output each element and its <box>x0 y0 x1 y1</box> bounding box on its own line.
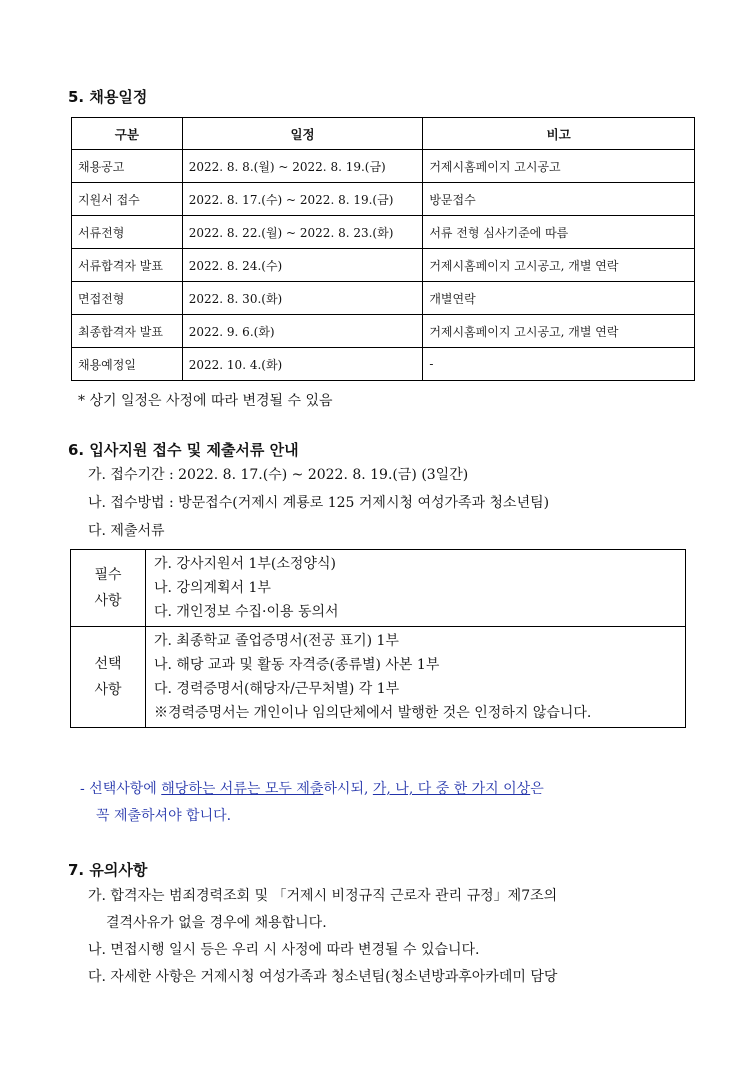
list-item: 다. 경력증명서(해당자/근무처별) 각 1부 <box>154 681 400 697</box>
schedule-footnote: * 상기 일정은 사정에 따라 변경될 수 있음 <box>78 393 333 409</box>
table-row <box>72 216 695 249</box>
list-item: 가. 강사지원서 1부(소정양식) <box>154 556 336 572</box>
required-row <box>71 550 686 627</box>
row-schedule: 2022. 8. 24.(수) <box>182 249 423 282</box>
required-label-line2: 사항 <box>94 593 122 609</box>
required-label <box>71 550 146 627</box>
row-schedule: 2022. 8. 30.(화) <box>182 282 423 315</box>
notice-part3: 은 <box>530 781 544 797</box>
optional-row <box>71 627 686 728</box>
row-category: 채용공고 <box>72 150 183 183</box>
row-note: - <box>423 348 695 381</box>
row-category: 서류전형 <box>72 216 183 249</box>
notice-part2: 하시되, <box>323 781 373 797</box>
header-schedule: 일정 <box>182 118 423 150</box>
optional-label <box>71 627 146 728</box>
row-schedule: 2022. 10. 4.(화) <box>182 348 423 381</box>
row-note: 거제시홈페이지 고시공고 <box>423 150 695 183</box>
list-item: 가. 최종학교 졸업증명서(전공 표기) 1부 <box>154 633 399 649</box>
schedule-table <box>71 117 695 381</box>
row-note: 방문접수 <box>423 183 695 216</box>
notice-underline1: 해당하는 서류는 모두 제출 <box>161 781 324 797</box>
row-category: 채용예정일 <box>72 348 183 381</box>
table-row <box>72 183 695 216</box>
table-row <box>72 282 695 315</box>
notice-part1: - 선택사항에 <box>80 781 162 797</box>
required-items <box>146 550 686 627</box>
row-schedule: 2022. 9. 6.(화) <box>182 315 423 348</box>
section6-title: 6. 입사지원 접수 및 제출서류 안내 <box>68 441 299 459</box>
optional-label-line1: 선택 <box>94 656 122 672</box>
list-item: 나. 강의계획서 1부 <box>154 580 271 596</box>
row-schedule: 2022. 8. 17.(수) ~ 2022. 8. 19.(금) <box>182 183 423 216</box>
table-row <box>72 150 695 183</box>
row-schedule: 2022. 8. 8.(월) ~ 2022. 8. 19.(금) <box>182 150 423 183</box>
documents-table <box>70 549 686 728</box>
schedule-header-row <box>72 118 695 150</box>
row-category: 지원서 접수 <box>72 183 183 216</box>
section7-title: 7. 유의사항 <box>68 861 148 879</box>
header-category: 구분 <box>72 118 183 150</box>
list-item: 나. 해당 교과 및 활동 자격증(종류별) 사본 1부 <box>154 657 440 673</box>
list-item: 다. 개인정보 수집·이용 동의서 <box>154 604 339 620</box>
documents-notice-line2: 꼭 제출하셔야 합니다. <box>96 808 232 824</box>
row-note: 서류 전형 심사기준에 따름 <box>423 216 695 249</box>
caution-item: 나. 면접시행 일시 등은 우리 시 사정에 따라 변경될 수 있습니다. <box>88 942 480 958</box>
row-category: 최종합격자 발표 <box>72 315 183 348</box>
optional-label-line2: 사항 <box>94 682 122 698</box>
section5-title: 5. 채용일정 <box>68 88 148 106</box>
row-schedule: 2022. 8. 22.(월) ~ 2022. 8. 23.(화) <box>182 216 423 249</box>
row-category: 서류합격자 발표 <box>72 249 183 282</box>
optional-remark: ※경력증명서는 개인이나 임의단체에서 발행한 것은 인정하지 않습니다. <box>154 705 592 721</box>
required-label-line1: 필수 <box>94 567 122 583</box>
header-note: 비고 <box>423 118 695 150</box>
table-row <box>72 348 695 381</box>
caution-item: 다. 자세한 사항은 거제시청 여성가족과 청소년팀(청소년방과후아카데미 담당 <box>88 969 558 985</box>
row-note: 거제시홈페이지 고시공고, 개별 연락 <box>423 315 695 348</box>
application-period: 가. 접수기간 : 2022. 8. 17.(수) ~ 2022. 8. 19.(금) (3일간) <box>88 467 469 483</box>
caution-item-continued: 결격사유가 없을 경우에 채용합니다. <box>106 915 327 931</box>
table-row <box>72 249 695 282</box>
documents-notice <box>80 778 544 798</box>
row-note: 거제시홈페이지 고시공고, 개별 연락 <box>423 249 695 282</box>
table-row <box>72 315 695 348</box>
optional-items <box>146 627 686 728</box>
caution-item: 가. 합격자는 범죄경력조회 및 「거제시 비정규직 근로자 관리 규정」제7조의 <box>88 888 558 904</box>
row-note: 개별연락 <box>423 282 695 315</box>
row-category: 면접전형 <box>72 282 183 315</box>
documents-label: 다. 제출서류 <box>88 523 165 539</box>
notice-underline2: 가, 나, 다 중 한 가지 이상 <box>372 781 531 797</box>
application-method: 나. 접수방법 : 방문접수(거제시 계룡로 125 거제시청 여성가족과 청소년팀) <box>88 495 550 511</box>
